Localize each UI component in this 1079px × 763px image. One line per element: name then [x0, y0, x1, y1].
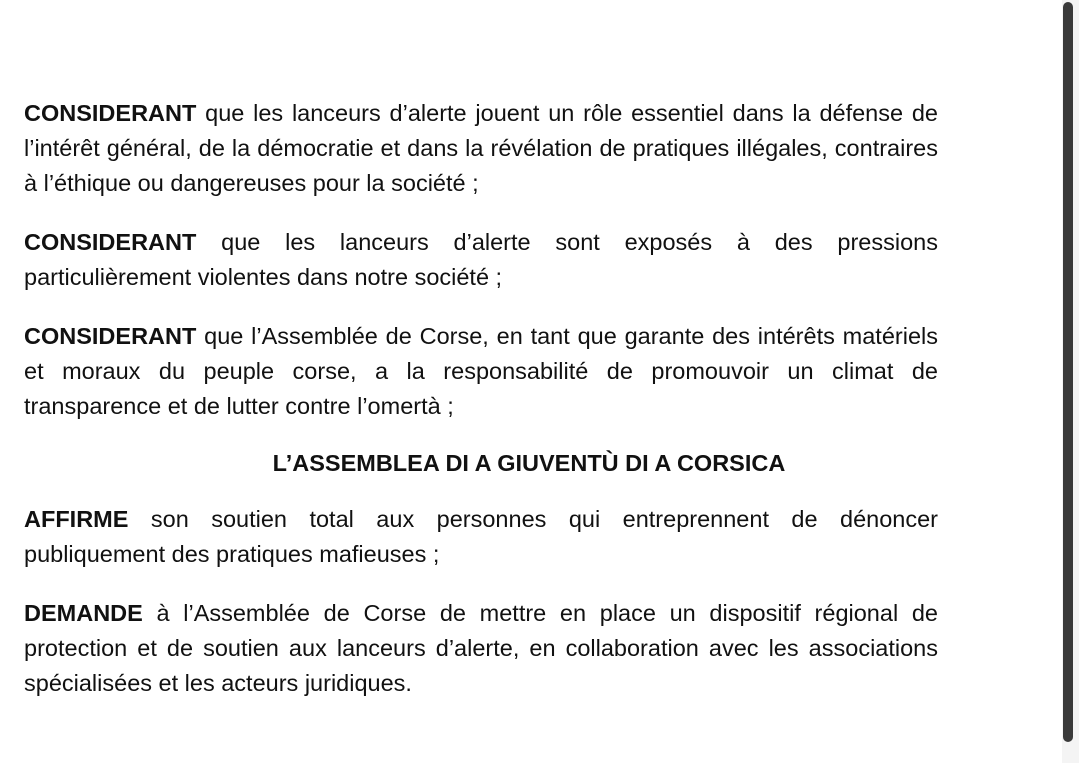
resolution-keyword: AFFIRME	[24, 506, 129, 532]
demande-paragraph	[24, 596, 938, 701]
paragraph-text: que l’Assemblée de Corse, en tant que garante des intérêts matériels et moraux du peuple corse, a la responsabilité de promouvoir un climat de transparence et de lutter contre l’omertà ;	[24, 323, 938, 419]
paragraph-text: que les lanceurs d’alerte jouent un rôle essentiel dans la défense de l’intérêt général, de la démocratie et dans la révélation de pratiques illégales, contraires à l’éthique ou dangereuses pour la société ;	[24, 100, 938, 196]
paragraph-keyword: CONSIDERANT	[24, 100, 197, 126]
assembly-heading: L’ASSEMBLEA DI A GIUVENTÙ DI A CORSICA	[272, 450, 786, 476]
affirme-paragraph	[24, 502, 938, 572]
paragraph-keyword: CONSIDERANT	[24, 323, 197, 349]
resolution-text: à l’Assemblée de Corse de mettre en place un dispositif régional de protection et de soutien aux lanceurs d’alerte, en collaboration avec les associations spécialisées et les acteurs juridiques.	[24, 600, 938, 696]
resolution-text: son soutien total aux personnes qui entreprennent de dénoncer publiquement des pratiques mafieuses ;	[24, 506, 938, 567]
resolution-keyword: DEMANDE	[24, 600, 143, 626]
paragraph-keyword: CONSIDERANT	[24, 229, 197, 255]
paragraph-text: que les lanceurs d’alerte sont exposés à des pressions particulièrement violentes dans notre société ;	[24, 229, 938, 290]
considerant-paragraph-1	[24, 96, 938, 201]
considerant-paragraph-3	[24, 319, 938, 424]
considerant-paragraph-2	[24, 225, 938, 295]
vertical-scrollbar-thumb[interactable]	[1063, 2, 1073, 742]
